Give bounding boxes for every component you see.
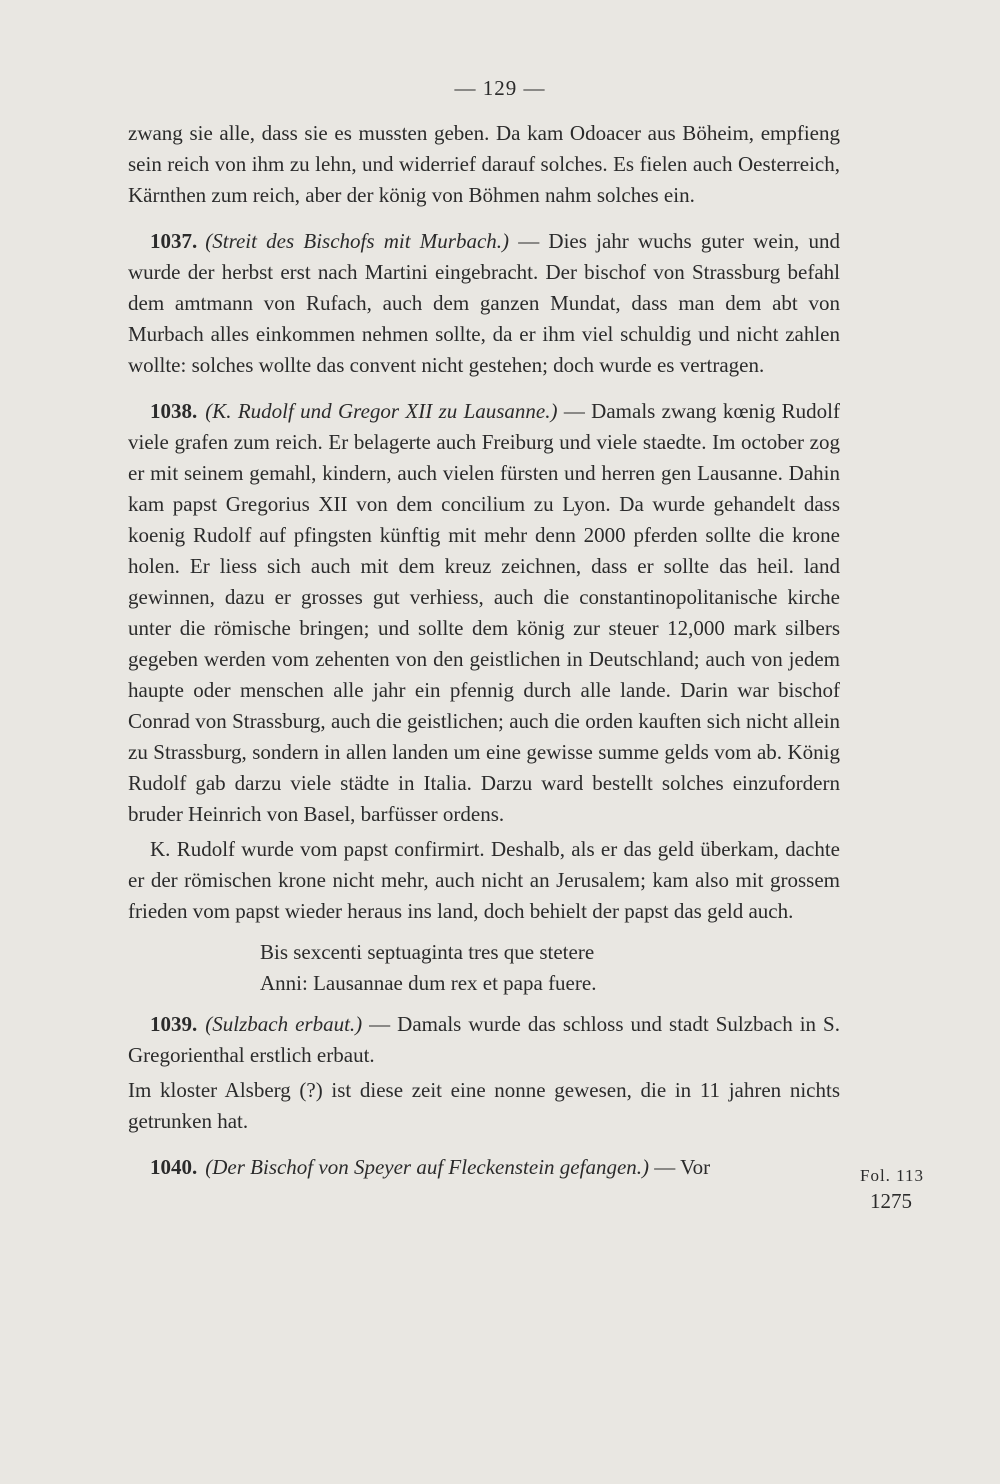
entry-1040 [128, 1152, 840, 1183]
entry-number: 1038. [150, 399, 198, 423]
entry-number: 1037. [150, 229, 198, 253]
entry-number: 1040. [150, 1155, 198, 1179]
intro-paragraph: zwang sie alle, dass sie es mussten geben. Da kam Odoacer aus Böheim, empfieng sein reich von ihm zu lehn, und widerrief darauf solches. Es fielen auch Oesterreich, Kärnthen zum reich, aber der könig von Böhmen nahm solches ein. [128, 121, 840, 207]
entry-1038-paragraph-2: K. Rudolf wurde vom papst confirmirt. Deshalb, als er das geld überkam, dachte er der römischen krone nicht mehr, auch nicht an Jerusalem; kam also mit grossem frieden vom papst wieder heraus ins land, doch behielt der papst das geld auch. [128, 837, 840, 923]
verse-line: Anni: Lausannae dum rex et papa fuere. [260, 971, 597, 995]
verse-line: Bis sexcenti septuaginta tres que stetere [260, 940, 595, 964]
folio-note: Fol. 113 [860, 1166, 925, 1185]
page-number: — 129 — [454, 76, 546, 100]
entry-title: (Sulzbach erbaut.) [205, 1012, 363, 1036]
entry-1039-paragraph-2: Im kloster Alsberg (?) ist diese zeit eine nonne gewesen, die in 11 jahren nichts getrunken hat. [128, 1078, 840, 1133]
latin-verse [260, 937, 840, 999]
entry-title: (Streit des Bischofs mit Murbach.) [205, 229, 510, 253]
year-note: 1275 [870, 1189, 912, 1213]
entry-number: 1039. [150, 1012, 198, 1036]
entry-1038 [128, 396, 840, 830]
entry-text: — Vor [649, 1155, 711, 1179]
entry-1039 [128, 1009, 840, 1071]
entry-title: (K. Rudolf und Gregor XII zu Lausanne.) [205, 399, 558, 423]
entry-1037 [128, 226, 840, 381]
entry-text: — Damals wurde das schloss und stadt Sulzbach in S. Gregorienthal erstlich erbaut. [128, 1012, 840, 1067]
entry-text: — Dies jahr wuchs guter wein, und wurde der herbst erst nach Martini eingebracht. Der bischof von Strassburg befahl dem amtmann von Rufach, auch dem ganzen Mundat, dass man dem abt von Murbach alles einkommen nehmen sollte, da er ihm viel schuldig und nicht zahlen wollte: solches wollte das convent nicht gestehen; doch wurde es vertragen. [128, 229, 840, 377]
text-block [128, 118, 840, 1183]
entry-text: — Damals zwang kœnig Rudolf viele grafen zum reich. Er belagerte auch Freiburg und viele staedte. Im october zog er mit seinem gemahl, kindern, auch vielen fürsten und herren gen Lausanne. Dahin kam papst Gregorius XII von dem concilium zu Lyon. Da wurde gehandelt dass koenig Rudolf auf pfingsten künftig mit mehr denn 2000 pferden sollte die krone holen. Er liess sich auch mit dem kreuz zeichnen, dass er sollte das heil. land gewinnen, dazu er grosses gut verhiess, auch die constantinopolitanische kirche unter die römische bringen; und sollte dem könig zur steuer 12,000 mark silbers gegeben werden vom zehenten von den geistlichen in Deutschland; auch von jedem haupte oder menschen alle jahr ein pfennig durch alle lande. Darin war bischof Conrad von Strassburg, auch die geistlichen; auch die orden kauften sich nicht allein zu Strassburg, sondern in allen landen um eine gewisse summe gelds vom ab. König Rudolf gab darzu viele städte in Italia. Darzu ward bestellt solches einzufordern bruder Heinrich von Basel, barfüsser ordens. [128, 399, 840, 826]
entry-title: (Der Bischof von Speyer auf Fleckenstein gefangen.) [205, 1155, 650, 1179]
